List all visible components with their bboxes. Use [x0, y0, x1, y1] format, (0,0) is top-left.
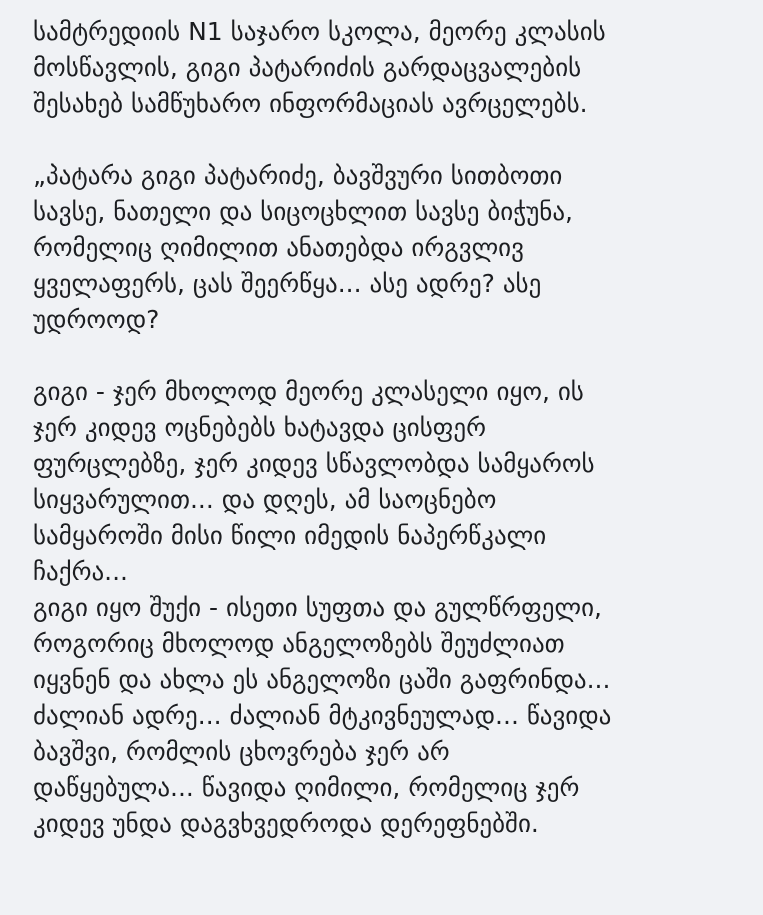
text-line: გიგი - ჯერ მხოლოდ მეორე კლასელი იყო, ის: [33, 377, 584, 406]
text-line: სავსე, ნათელი და სიცოცხლით სავსე ბიჭუნა,: [33, 197, 574, 226]
text-line: ჩაქრა...: [33, 557, 129, 586]
text-line: კიდევ უნდა დაგვხვედროდა დერეფნებში.: [33, 809, 539, 838]
text-line: რომელიც ღიმილით ანათებდა ირგვლივ: [33, 233, 524, 262]
text-line: უდროოდ?: [33, 305, 160, 334]
text-line: ჯერ კიდევ ოცნებებს ხატავდა ცისფერ: [33, 413, 486, 442]
text-line: ბავშვი, რომლის ცხოვრება ჯერ არ: [33, 737, 450, 766]
text-line: სამყაროში მისი წილი იმედის ნაპერწკალი: [33, 521, 547, 550]
text-line: გიგი იყო შუქი - ისეთი სუფთა და გულწრფელი,: [33, 593, 602, 622]
text-line: როგორიც მხოლოდ ანგელოზებს შეუძლიათ: [33, 629, 565, 658]
paragraph-announcement: [33, 14, 743, 122]
paragraph-second-grade: [33, 374, 743, 590]
paragraph-light: [33, 590, 743, 842]
text-line: სამტრედიის N1 საჯარო სკოლა, მეორე კლასის: [33, 17, 606, 46]
text-line: „პატარა გიგი პატარიძე, ბავშვური სითბოთი: [33, 161, 563, 190]
text-line: სიყვარულით... და დღეს, ამ საოცნებო: [33, 485, 497, 514]
text-line: ყველაფერს, ცას შეერწყა... ასე ადრე? ასე: [33, 269, 542, 298]
paragraph-quote-intro: [33, 158, 743, 338]
text-line: შესახებ სამწუხარო ინფორმაციას ავრცელებს.: [33, 89, 588, 118]
text-line: იყვნენ და ახლა ეს ანგელოზი ცაში გაფრინდა...: [33, 665, 611, 694]
text-line: მოსწავლის, გიგი პატარიძის გარდაცვალების: [33, 53, 582, 82]
text-line: ფურცლებზე, ჯერ კიდევ სწავლობდა სამყაროს: [33, 449, 595, 478]
text-line: ძალიან ადრე... ძალიან მტკივნეულად... წავიდა: [33, 701, 612, 730]
text-line: დაწყებულა... წავიდა ღიმილი, რომელიც ჯერ: [33, 773, 580, 802]
